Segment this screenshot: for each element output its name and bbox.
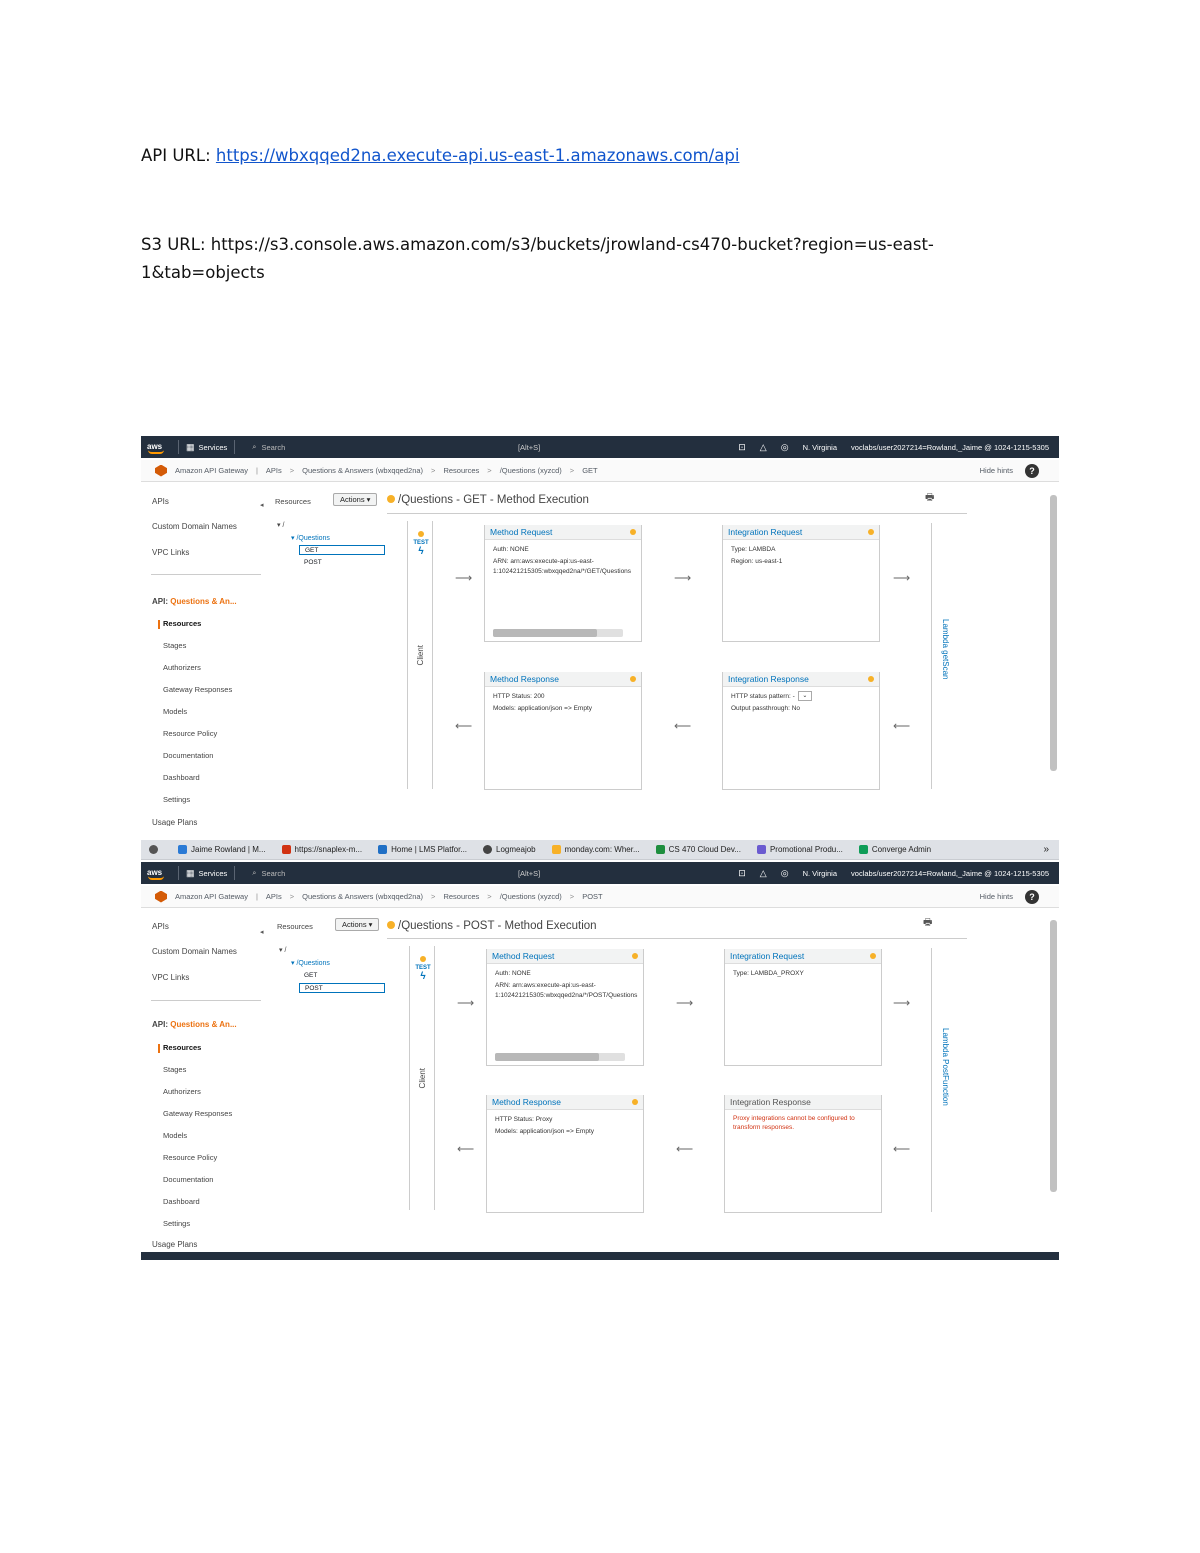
breadcrumb-chevron-icon: > [289,466,295,475]
integration-response-note: Proxy integrations cannot be configured to transform responses. [733,1115,855,1131]
grid-icon: ▦ [186,867,195,878]
method-response-status-dot [632,1099,638,1105]
nav-vpc-links[interactable]: VPC Links [152,973,190,982]
s3-url-line-2: 1&tab=objects [141,263,265,282]
test-status-dot [418,531,424,537]
bookmark-label: Jaime Rowland | M... [191,845,266,854]
nav-divider [151,574,261,575]
nav-resources[interactable]: Resources [163,1043,202,1052]
bookmark-favicon-icon [552,845,561,854]
scrollbar-thumb[interactable] [493,629,597,637]
region-selector[interactable]: N. Virginia [802,442,838,452]
integration-response-box [722,672,880,790]
browser-bookmarks-bar [141,840,1059,860]
test-label: TEST [415,965,431,971]
nav-custom-domain-names[interactable]: Custom Domain Names [152,522,237,531]
tree-root-label: / [284,947,287,954]
method-response-status: HTTP Status: Proxy [495,1116,553,1123]
client-label: Client [416,645,425,666]
nav-api-label: API: [152,597,168,606]
nav-dashboard[interactable]: Dashboard [163,773,200,782]
nav-vpc-links[interactable]: VPC Links [152,548,190,557]
nav-stages[interactable]: Stages [163,1065,187,1074]
tree-questions[interactable]: ▾ /Questions [291,535,330,542]
search-icon: ⌕ [252,442,257,451]
arrow-left-icon: ⟵ [457,1142,475,1156]
tree-method-post[interactable]: POST [299,983,385,993]
breadcrumb-api[interactable]: Questions & Answers (wbxqqed2na) [302,466,424,475]
integration-request-status-dot [870,953,876,959]
bookmark-favicon-icon [859,845,868,854]
method-execution-title: /Questions - POST - Method Execution [387,920,597,932]
arrow-left-icon: ⟵ [676,1142,694,1156]
scrollbar-thumb[interactable] [495,1053,599,1061]
integration-response-title: Integration Response [728,674,809,684]
nav-api-heading [152,1020,237,1029]
bookmark-label: https://snaplex-m... [294,845,363,854]
client-column [409,946,435,1210]
bookmark-item[interactable] [851,840,939,860]
bookmark-favicon-icon [483,845,492,854]
integration-request-status-dot [868,529,874,535]
s3-url-line-1: S3 URL: https://s3.console.aws.amazon.com/s3/buckets/jrowland-cs470-bucket?region=us-east- [141,235,934,254]
nav-resource-policy[interactable]: Resource Policy [163,729,218,738]
lambda-function-link[interactable]: Lambda getScan [941,619,950,680]
aws-topbar [141,862,1059,884]
method-request-title: Method Request [490,527,553,537]
aws-logo[interactable]: aws [147,869,171,877]
tree-method-get[interactable]: GET [299,545,385,555]
chevron-down-icon[interactable]: ⌄ [798,691,812,701]
integration-response-box [724,1095,882,1213]
breadcrumb-chevron-icon: > [487,892,492,901]
bookmark-item[interactable] [475,840,544,860]
method-response-status: HTTP Status: 200 [493,693,545,700]
cloudshell-icon[interactable]: ⊡ [738,867,746,878]
integration-request-title: Integration Request [728,527,803,537]
nav-stages[interactable]: Stages [163,641,187,650]
integration-response-passthrough: Output passthrough: No [731,705,801,712]
integration-request-box [722,525,880,642]
bookmark-label: Converge Admin [871,845,932,854]
nav-dashboard[interactable]: Dashboard [163,1197,200,1206]
method-response-box [484,672,642,790]
method-request-title: Method Request [492,951,555,961]
print-icon[interactable]: 🖶 [925,492,935,503]
tree-method-get[interactable]: GET [304,972,318,979]
lambda-function-link[interactable]: Lambda PostFunction [941,1028,950,1106]
bookmark-label: Home | LMS Platfor... [391,845,468,854]
help-icon[interactable]: ◎ [780,441,789,452]
tree-root[interactable]: ▾ / [277,522,285,529]
arrow-right-icon: ⟶ [676,996,694,1010]
breadcrumb-service[interactable]: Amazon API Gateway [175,466,248,475]
method-response-models: Models: application/json => Empty [493,705,592,712]
search-input[interactable] [246,865,546,881]
method-response-header[interactable] [487,1095,643,1110]
breadcrumb-chevron-icon: > [431,466,436,475]
tree-questions-label: /Questions [296,960,330,967]
tree-questions[interactable]: ▾ /Questions [291,960,330,967]
bookmark-item[interactable] [648,840,749,860]
method-request-status-dot [630,529,636,535]
nav-api-name[interactable]: Questions & An... [170,597,237,606]
bell-icon[interactable]: △ [759,867,767,878]
method-request-status-dot [632,953,638,959]
method-response-box [486,1095,644,1213]
arrow-right-icon: ⟶ [893,571,911,585]
help-icon[interactable]: ◎ [780,867,789,878]
bookmark-item[interactable] [370,840,475,860]
actions-button[interactable]: Actions ▾ [333,493,377,506]
nav-gateway-responses[interactable]: Gateway Responses [163,1109,233,1118]
method-response-models: Models: application/json => Empty [495,1128,594,1135]
arrow-right-icon: ⟶ [893,996,911,1010]
integration-request-header[interactable] [725,949,881,964]
title-divider [387,513,967,514]
integration-response-header [725,1095,881,1110]
left-nav [141,840,271,1260]
client-column [407,521,433,789]
nav-models[interactable]: Models [163,707,188,716]
bookmark-label: Promotional Produ... [769,845,843,854]
actions-button[interactable]: Actions ▾ [335,918,379,931]
method-request-header[interactable] [485,525,641,540]
cloudshell-icon[interactable]: ⊡ [738,441,746,452]
method-response-title: Method Response [492,1097,561,1107]
breadcrumb-chevron-icon: > [569,466,575,475]
resources-label: Resources [277,922,313,931]
vertical-scrollbar[interactable] [1050,920,1057,1192]
breadcrumb-divider: | [255,466,258,475]
bookmark-label: CS 470 Cloud Dev... [668,845,741,854]
method-execution-title: /Questions - GET - Method Execution [387,494,589,506]
arrow-left-icon: ⟵ [674,719,692,733]
tree-root-label: / [282,522,285,529]
integration-response-status-dot [868,676,874,682]
breadcrumb-bar [141,886,1059,908]
grid-icon: ▦ [186,441,195,452]
screenshot-get-method-execution [141,433,1059,826]
tree-questions-label: /Questions [296,535,330,542]
search-placeholder: Search [261,442,286,452]
bookmark-favicon-icon [757,845,766,854]
arrow-left-icon: ⟵ [455,719,473,733]
integration-request-type: Type: LAMBDA [731,546,776,553]
nav-usage-plans[interactable]: Usage Plans [152,1240,198,1249]
screenshot-post-method-execution [141,840,1059,1260]
bookmark-item[interactable] [749,840,851,860]
more-bookmarks-icon[interactable]: » [1043,844,1049,855]
method-request-header[interactable] [487,949,643,964]
method-request-box [484,525,642,642]
horizontal-scrollbar[interactable] [495,1053,625,1061]
account-menu[interactable]: voclabs/user2027214=Rowland,_Jaime @ 1024-1215-5305 [851,868,1049,878]
arrow-left-icon: ⟵ [893,719,911,733]
breadcrumb-chevron-icon: > [569,892,575,901]
print-icon[interactable]: 🖶 [923,917,933,928]
method-response-status-dot [630,676,636,682]
left-nav [141,433,271,826]
method-request-box [486,949,644,1066]
breadcrumb-api[interactable]: Questions & Answers (wbxqqed2na) [302,892,424,901]
bookmark-label: monday.com: Wher... [564,845,640,854]
nav-models[interactable]: Models [163,1131,188,1140]
method-request-arn-cont: 1:102421215305:wbxqqed2na/*/GET/Questions [493,568,632,575]
vertical-scrollbar[interactable] [1050,495,1057,771]
account-menu[interactable]: voclabs/user2027214=Rowland,_Jaime @ 1024-1215-5305 [851,442,1049,452]
nav-apis[interactable]: APIs [152,497,169,506]
nav-api-name[interactable]: Questions & An... [170,1020,237,1029]
region-selector[interactable]: N. Virginia [802,868,838,878]
client-label: Client [418,1068,427,1089]
breadcrumb-service[interactable]: Amazon API Gateway [175,892,248,901]
breadcrumb-apis[interactable]: APIs [265,892,282,901]
nav-authorizers[interactable]: Authorizers [163,1087,201,1096]
hide-hints-link[interactable]: Hide hints [979,892,1013,901]
method-request-auth: Auth: NONE [495,970,531,977]
nav-settings[interactable]: Settings [163,795,191,804]
breadcrumb-chevron-icon: > [289,892,295,901]
aws-logo[interactable]: aws [147,443,171,451]
horizontal-scrollbar[interactable] [493,629,623,637]
breadcrumb-resource[interactable]: /Questions (xyzcd) [499,892,562,901]
search-shortcut: [Alt+S] [517,868,541,878]
integration-request-type: Type: LAMBDA_PROXY [733,970,804,977]
collapse-arrow-icon[interactable]: ◂ [260,929,264,936]
test-label: TEST [413,540,429,546]
bookmark-item[interactable] [544,840,648,860]
breadcrumb-resource[interactable]: /Questions (xyzcd) [499,466,562,475]
integration-response-header[interactable] [723,672,879,687]
bottom-status-bar [141,1252,1059,1260]
bell-icon[interactable]: △ [759,441,767,452]
integration-request-title: Integration Request [730,951,805,961]
integration-response-title: Integration Response [730,1097,811,1107]
lambda-column [931,948,961,1212]
method-request-auth: Auth: NONE [493,546,529,553]
test-status-dot [420,956,426,962]
arrow-right-icon: ⟶ [455,571,473,585]
services-label: Services [198,868,228,878]
lightning-bolt-icon: ϟ [418,546,424,557]
lambda-column [931,523,961,789]
search-icon: ⌕ [252,868,257,877]
title-divider [387,938,967,939]
nav-resource-policy[interactable]: Resource Policy [163,1153,218,1162]
tree-root[interactable]: ▾ / [279,947,287,954]
nav-authorizers[interactable]: Authorizers [163,663,201,672]
search-shortcut: [Alt+S] [517,442,541,452]
nav-settings[interactable]: Settings [163,1219,191,1228]
bookmark-favicon-icon [656,845,665,854]
breadcrumb-chevron-icon: > [487,466,492,475]
nav-documentation[interactable]: Documentation [163,751,214,760]
hide-hints-link[interactable]: Hide hints [979,466,1013,475]
api-url-label: API URL: [141,146,211,165]
method-response-header[interactable] [485,672,641,687]
nav-api-heading [152,597,237,606]
nav-resources[interactable]: Resources [163,619,202,628]
arrow-left-icon: ⟵ [893,1142,911,1156]
arrow-right-icon: ⟶ [674,571,692,585]
api-url-link[interactable]: https://wbxqqed2na.execute-api.us-east-1.amazonaws.com/api [215,146,740,165]
resources-label: Resources [275,497,311,506]
services-label: Services [198,442,228,452]
breadcrumb-method: POST [582,892,603,901]
breadcrumb-resources[interactable]: Resources [443,466,480,475]
breadcrumb-resources[interactable]: Resources [443,892,480,901]
question-icon[interactable]: ? [1025,464,1039,478]
nav-custom-domain-names[interactable]: Custom Domain Names [152,947,237,956]
nav-documentation[interactable]: Documentation [163,1175,214,1184]
integration-request-box [724,949,882,1066]
test-link[interactable] [410,531,432,557]
arrow-right-icon: ⟶ [457,996,475,1010]
search-placeholder: Search [261,868,286,878]
method-request-arn-cont: 1:102421215305:wbxqqed2na/*/POST/Questions [495,992,638,999]
breadcrumb-bar [141,460,1059,482]
bookmark-item[interactable] [274,840,371,860]
breadcrumb-chevron-icon: > [431,892,436,901]
breadcrumb-apis[interactable]: APIs [265,466,282,475]
breadcrumb-divider: | [255,892,258,901]
nav-divider [151,1000,261,1001]
nav-api-label: API: [152,1020,168,1029]
integration-request-header[interactable] [723,525,879,540]
breadcrumb-method: GET [582,466,598,475]
tree-method-post[interactable]: POST [304,559,322,566]
search-input[interactable] [246,439,546,455]
nav-gateway-responses[interactable]: Gateway Responses [163,685,233,694]
bookmark-favicon-icon [282,845,291,854]
bookmark-label: Logmeajob [496,845,536,854]
nav-usage-plans[interactable]: Usage Plans [152,818,198,826]
method-request-arn: ARN: arn:aws:execute-api:us-east- [495,982,596,989]
integration-request-region: Region: us-east-1 [731,558,783,565]
collapse-arrow-icon[interactable]: ◂ [260,502,264,509]
integration-response-pattern-text: HTTP status pattern: - [731,693,795,700]
aws-topbar [141,436,1059,458]
method-response-title: Method Response [490,674,559,684]
nav-apis[interactable]: APIs [152,922,169,931]
integration-response-pattern [731,691,871,703]
lightning-bolt-icon: ϟ [420,971,426,982]
test-link[interactable] [412,956,434,982]
question-icon[interactable]: ? [1025,890,1039,904]
method-request-arn: ARN: arn:aws:execute-api:us-east- [493,558,594,565]
bookmark-favicon-icon [378,845,387,854]
api-url-line [141,142,739,170]
